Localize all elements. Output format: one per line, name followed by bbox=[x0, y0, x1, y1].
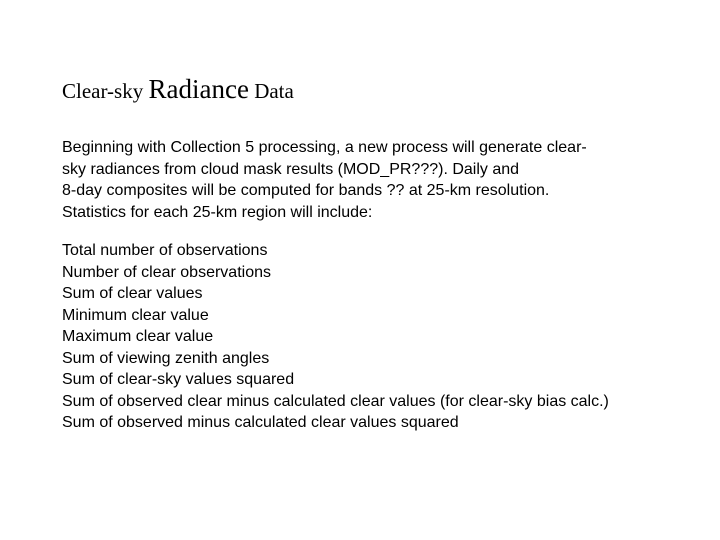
statistics-item: Total number of observations bbox=[62, 242, 268, 259]
intro-line: Statistics for each 25-km region will include: bbox=[62, 203, 373, 221]
title-part-data: Data bbox=[254, 79, 294, 103]
statistics-item: Number of clear observations bbox=[62, 263, 271, 281]
statistics-item: Sum of observed minus calculated clear values squared bbox=[62, 414, 459, 431]
statistics-item: Sum of observed clear minus calculated clear values (for clear-sky bias calc.) bbox=[62, 392, 609, 410]
slide-title bbox=[62, 74, 294, 106]
statistics-item: Maximum clear value bbox=[62, 328, 214, 345]
title-part-radiance: Radiance bbox=[148, 74, 249, 104]
intro-line: 8-day composites will be computed for bands ?? at 25-km resolution. bbox=[62, 182, 550, 199]
intro-paragraph bbox=[62, 137, 702, 223]
statistics-item: Sum of clear values bbox=[62, 285, 203, 302]
statistics-item: Sum of viewing zenith angles bbox=[62, 349, 270, 367]
statistics-item: Minimum clear value bbox=[62, 306, 209, 324]
title-part-clear-sky: Clear-sky bbox=[62, 79, 144, 103]
statistics-item: Sum of clear-sky values squared bbox=[62, 371, 295, 388]
intro-line: sky radiances from cloud mask results (MOD_PR???). Daily and bbox=[62, 160, 520, 178]
statistics-list bbox=[62, 240, 609, 434]
intro-line: Beginning with Collection 5 processing, a new process will generate clear- bbox=[62, 139, 587, 156]
